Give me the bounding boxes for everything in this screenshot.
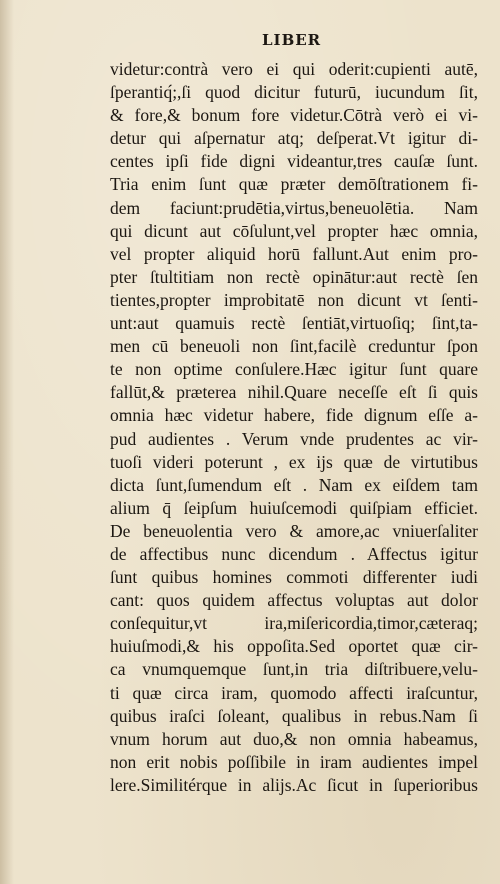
text-line: cant: quos quidem affectus voluptas aut dolor bbox=[110, 590, 478, 611]
text-line: qui dicunt aut cōſulunt,vel propter hæc omnia, bbox=[110, 220, 478, 241]
text-line: vel propter aliquid horū fallunt.Aut enim pro- bbox=[110, 243, 478, 264]
text-line: dicta ſunt,ſumendum eſt . Nam ex eiſdem tam bbox=[110, 474, 478, 495]
text-block bbox=[110, 58, 478, 797]
text-line: omnia hæc videtur habere, fide dignum eſſe a- bbox=[110, 405, 478, 426]
text-line: men cū beneuoli non ſint,facilè creduntur ſpon bbox=[110, 336, 478, 357]
text-line: conſequitur,vt ira,miſericordia,timor,cæteraq; bbox=[110, 613, 478, 634]
text-line: unt:aut quamuis rectè ſentiāt,virtuoſiq; ſint,ta- bbox=[110, 313, 478, 334]
gutter-shadow bbox=[0, 0, 14, 884]
text-line: videtur:contrà vero ei qui oderit:cupienti autē, bbox=[110, 59, 478, 79]
text-line: de affectibus nunc dicendum . Affectus igitur bbox=[110, 543, 478, 564]
text-line: ſperantiq́;,ſi quod dicitur futurū, iucundum ſit, bbox=[110, 82, 478, 103]
text-line: te non optime conſulere.Hæc igitur ſunt quare bbox=[110, 359, 478, 380]
text-line: ca vnumquemque ſunt,in tria diſtribuere,velu- bbox=[110, 659, 478, 680]
text-line: lere.Similitérque in alijs.Ac ſicut in ſuperioribus bbox=[110, 774, 478, 795]
text-line: dem faciunt:prudētia,virtus,beneuolētia. Nam bbox=[110, 197, 478, 218]
text-line: ti quæ circa iram, quomodo affecti iraſcuntur, bbox=[110, 682, 478, 703]
text-line: pter ſtultitiam non rectè opinātur:aut rectè ſen bbox=[110, 266, 478, 287]
text-line: tuoſi videri poterunt , ex ijs quæ de virtutibus bbox=[110, 451, 478, 472]
text-line: centes ipſi fide digni videantur,tres cauſæ ſunt. bbox=[110, 151, 478, 172]
text-line: Tria enim ſunt quæ præter demōſtrationem fi- bbox=[110, 174, 478, 195]
text-line: De beneuolentia vero & amore,ac vniuerſaliter bbox=[110, 520, 478, 541]
text-line: huiuſmodi,& his oppoſita.Sed oportet quæ cir- bbox=[110, 636, 478, 657]
running-head: LIBER bbox=[262, 31, 322, 49]
text-line: & fore,& bonum fore videtur.Cōtrà verò ei vi- bbox=[110, 105, 478, 126]
text-line: tientes,propter improbitatē non dicunt vt ſenti- bbox=[110, 289, 478, 310]
text-line: pud audientes . Verum vnde prudentes ac vir- bbox=[110, 428, 478, 449]
text-line: ſunt quibus homines commoti differenter iudi bbox=[110, 567, 478, 588]
text-line: non erit nobis poſſibile in iram audientes impel bbox=[110, 751, 478, 772]
text-line: detur qui aſpernatur atq; deſperat.Vt igitur di- bbox=[110, 128, 478, 149]
text-line: quibus iraſci ſoleant, qualibus in rebus.Nam ſi bbox=[110, 705, 478, 726]
text-line: fallūt,& præterea nihil.Quare neceſſe eſt ſi quis bbox=[110, 382, 478, 403]
text-line: vnum horum aut duo,& non omnia habeamus, bbox=[110, 728, 478, 749]
text-line: alium q̄ ſeipſum huiuſcemodi quiſpiam efficiet. bbox=[110, 497, 478, 518]
